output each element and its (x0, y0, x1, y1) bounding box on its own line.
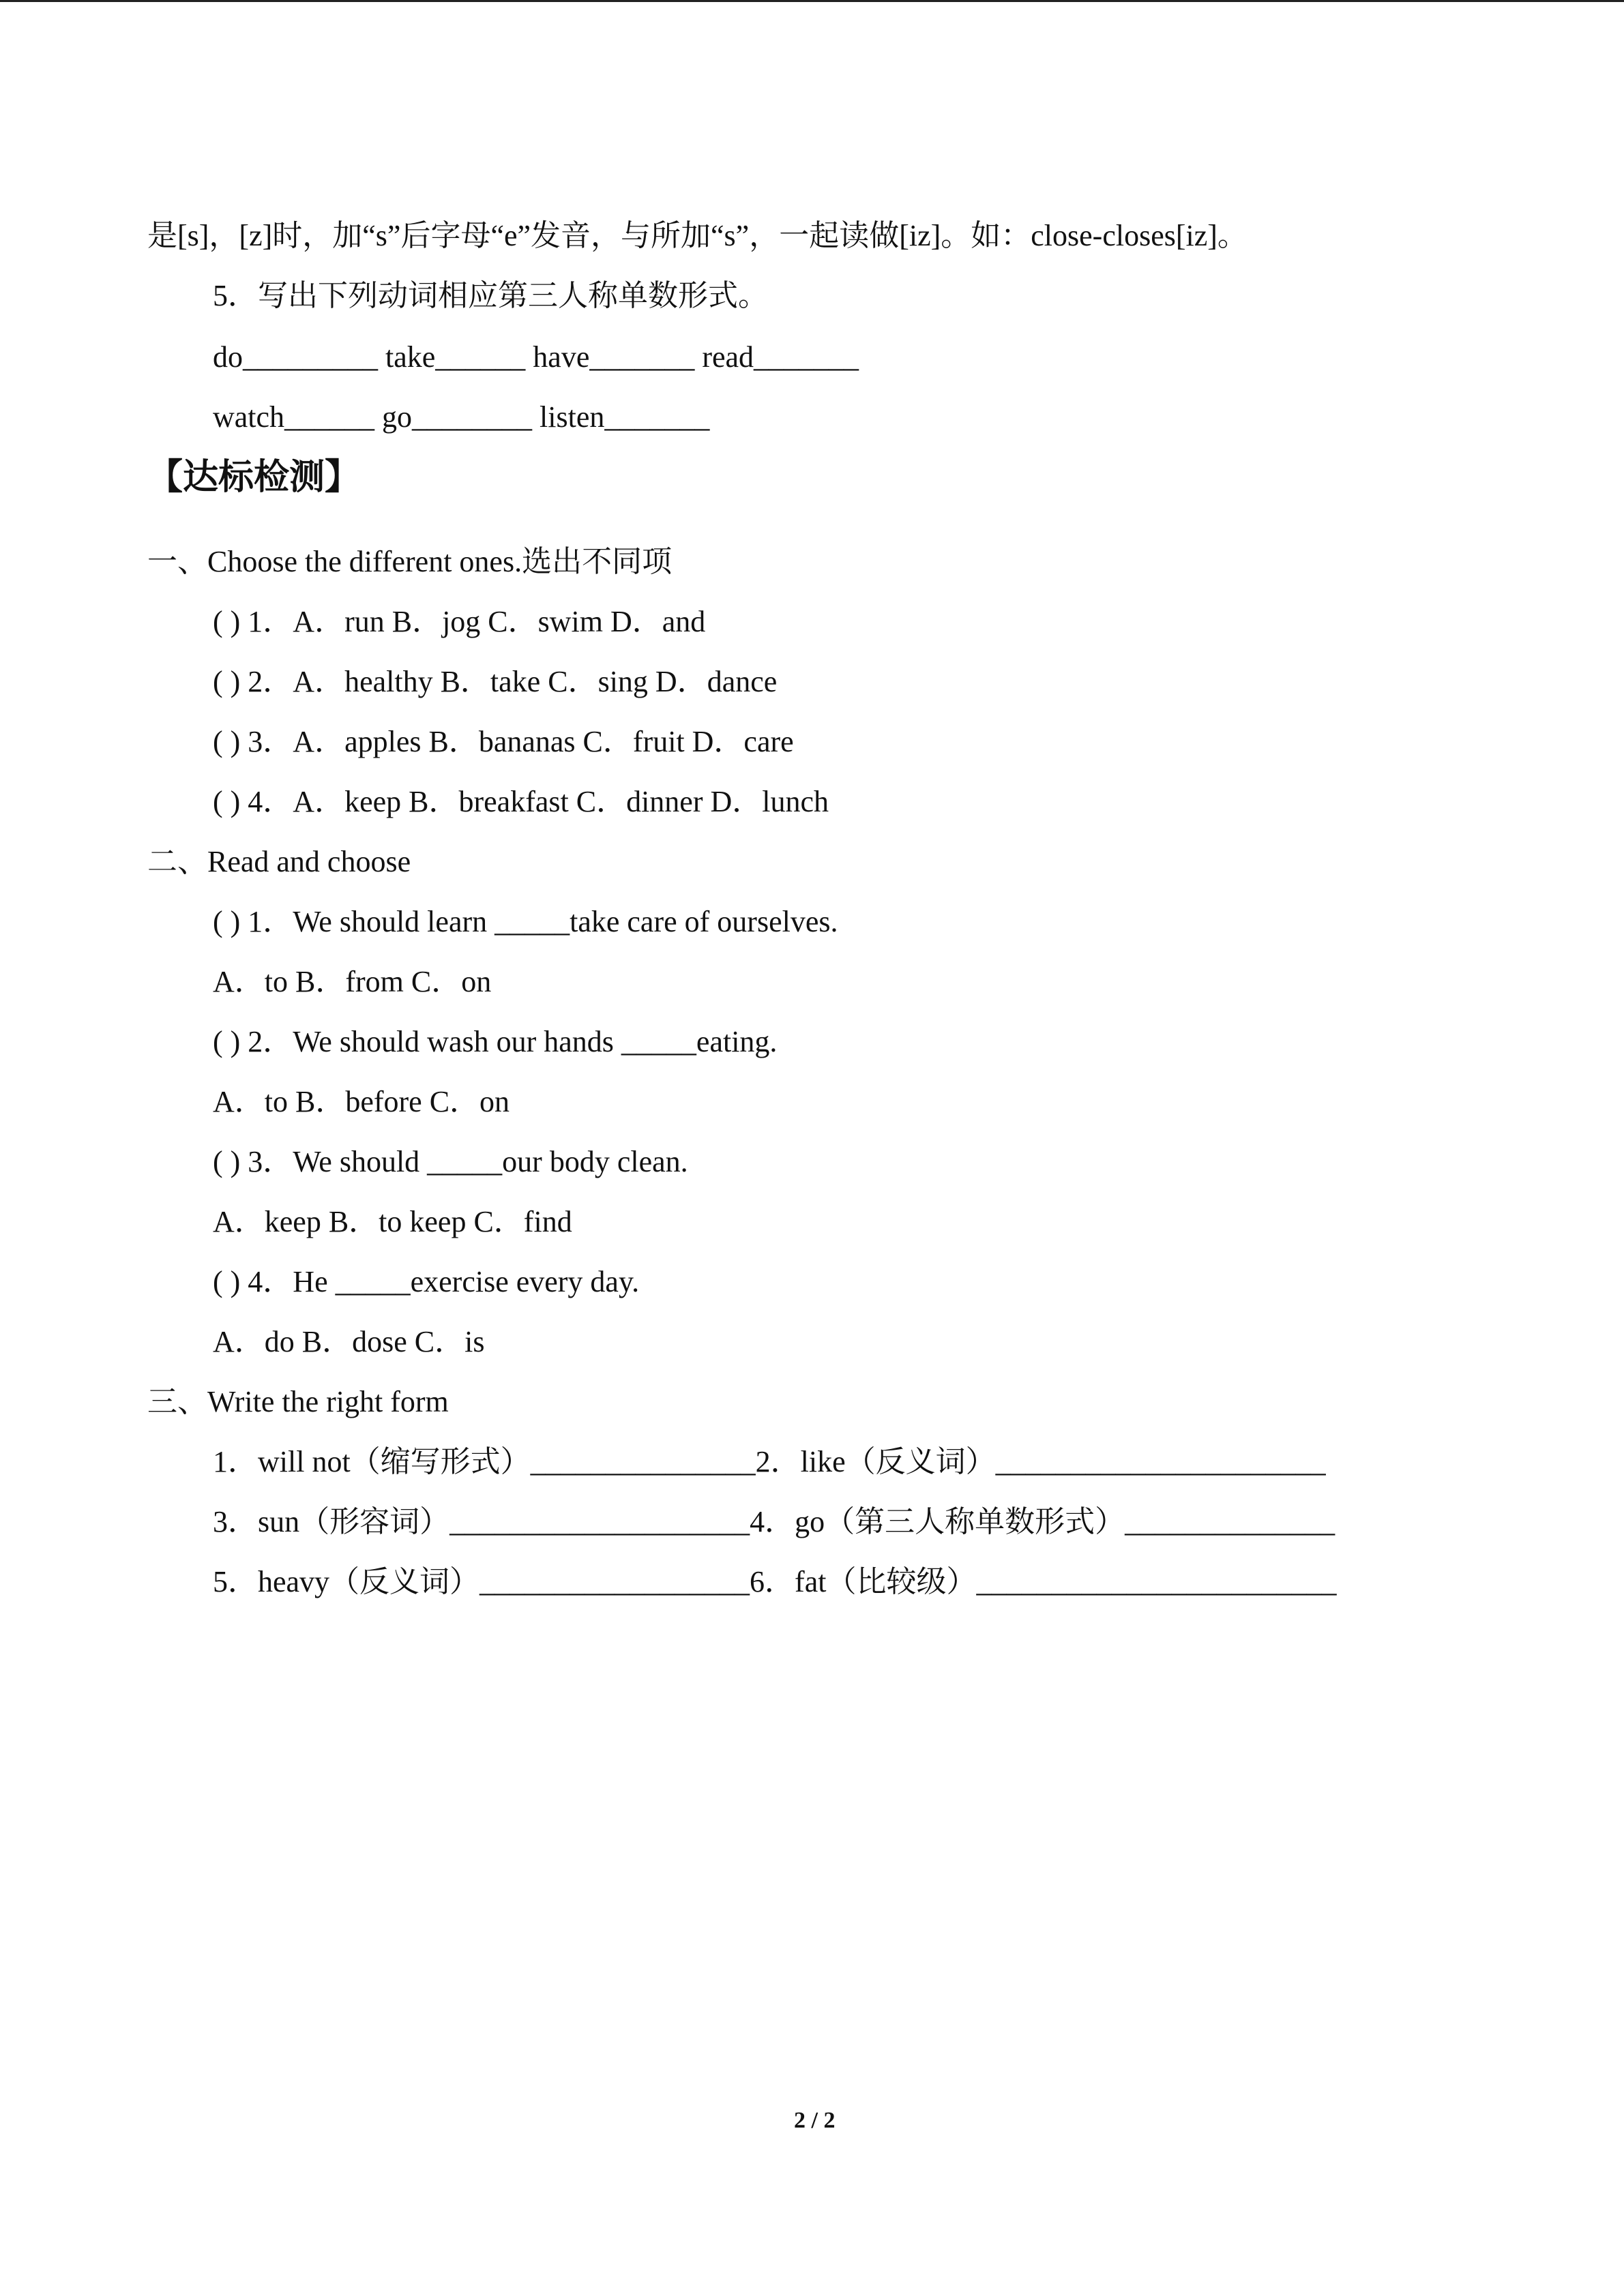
section3-row-3: 5．heavy（反义词）__________________6．fat（比较级）________________________ (213, 1565, 1337, 1598)
section1-question-4: ( ) 4．A．keep B．breakfast C．dinner D．lunch (213, 785, 829, 818)
section1-question-1: ( ) 1．A．run B．jog C．swim D．and (213, 605, 706, 638)
verb-blanks-row-1: do_________ take______ have_______ read_______ (213, 340, 859, 374)
section1-question-2: ( ) 2．A．healthy B．take C．sing D．dance (213, 665, 778, 698)
text-line-1: 是[s]，[z]时，加“s”后字母“e”发音，与所加“s”，一起读做[iz]。如：close-closes[iz]。 (147, 219, 1247, 252)
section2-title: 二、Read and choose (147, 845, 411, 878)
section3-title: 三、Write the right form (147, 1385, 449, 1418)
section1-title: 一、Choose the different ones.选出不同项 (147, 545, 673, 578)
section3-row-1: 1．will not（缩写形式）_______________2．like（反义词）______________________ (213, 1445, 1326, 1478)
section1-question-3: ( ) 3．A．apples B．bananas C．fruit D．care (213, 725, 794, 758)
page-top-border (0, 0, 1624, 2)
text-line-2: 5．写出下列动词相应第三人称单数形式。 (213, 279, 768, 312)
section3-row-2: 3．sun（形容词）____________________4．go（第三人称单数形式）______________ (213, 1505, 1335, 1538)
section2-question-1: ( ) 1．We should learn _____take care of ourselves. (213, 905, 838, 938)
section2-options-4: A．do B．dose C．is (213, 1325, 485, 1358)
section2-question-4: ( ) 4．He _____exercise every day. (213, 1265, 640, 1298)
section-heading: 【达标检测】 (147, 457, 361, 498)
section2-options-3: A．keep B．to keep C．find (213, 1205, 572, 1238)
section2-options-2: A．to B．before C．on (213, 1085, 510, 1118)
verb-blanks-row-2: watch______ go________ listen_______ (213, 400, 710, 434)
section2-options-1: A．to B．from C．on (213, 965, 492, 998)
page-number: 2 / 2 (794, 2108, 836, 2133)
section2-question-3: ( ) 3．We should _____our body clean. (213, 1145, 688, 1178)
section2-question-2: ( ) 2．We should wash our hands _____eating. (213, 1025, 778, 1058)
